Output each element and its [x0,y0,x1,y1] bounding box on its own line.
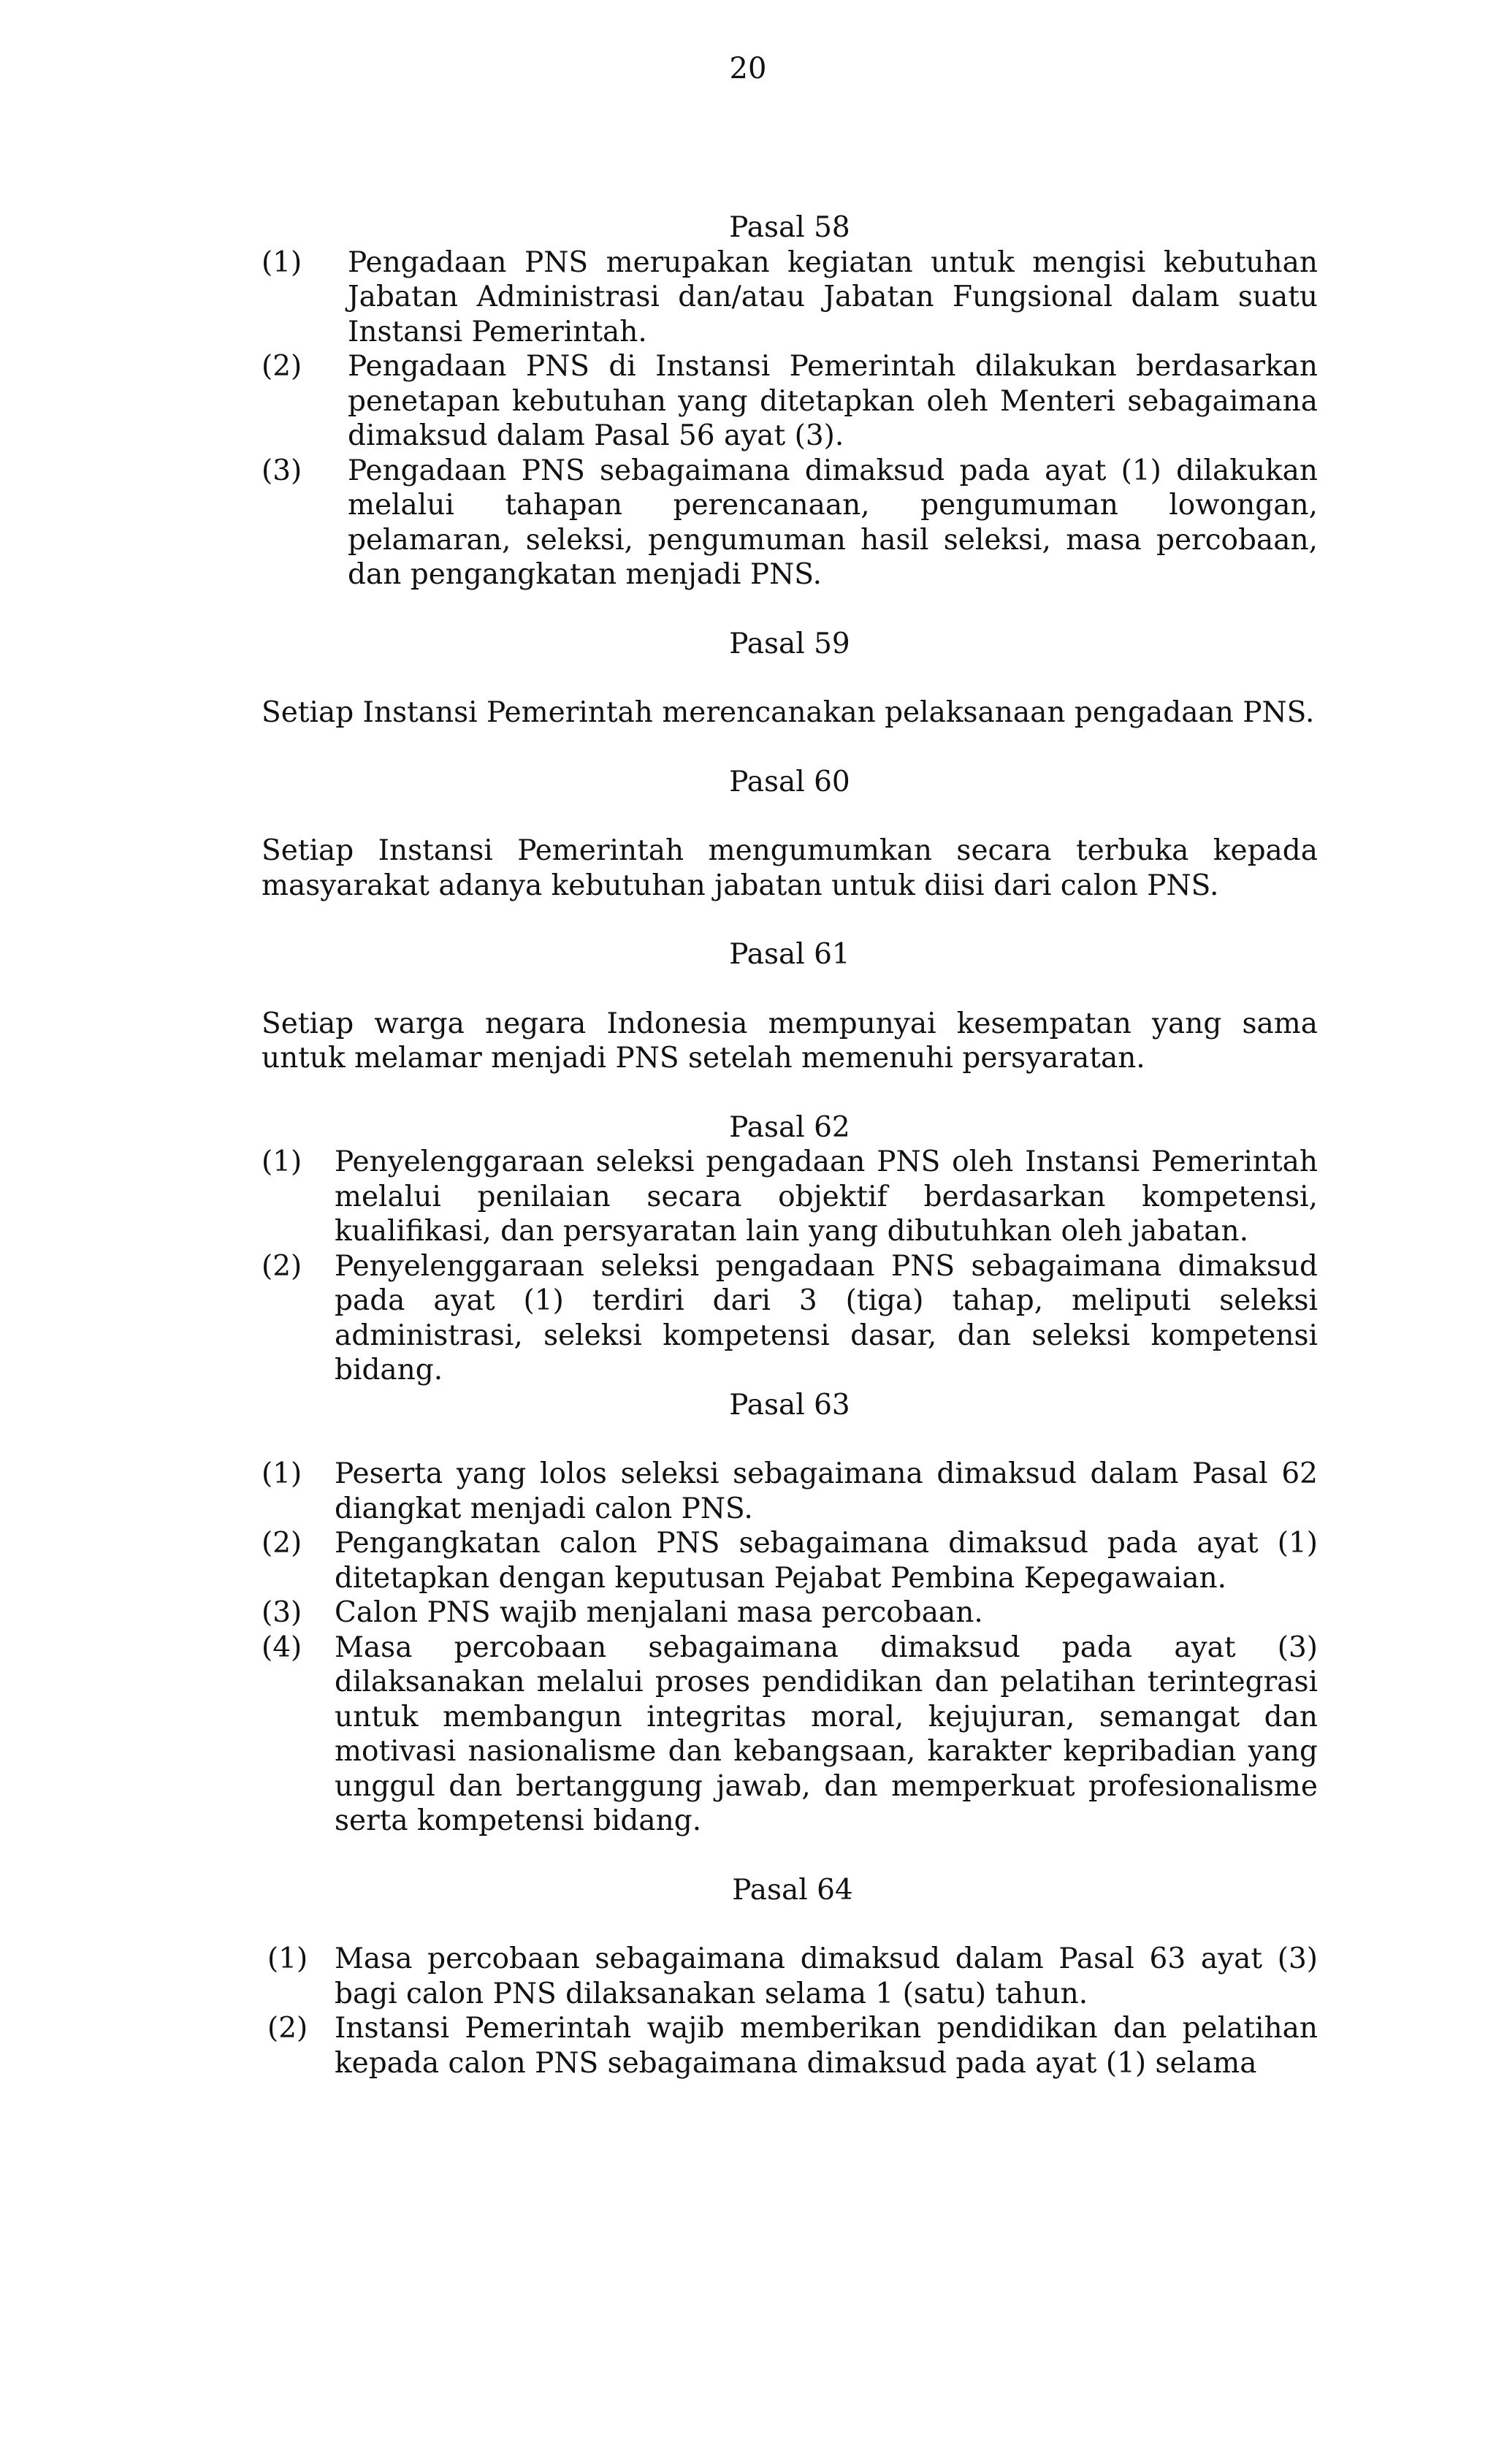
clause [262,1145,1318,1249]
clause-number: (1) [262,1145,302,1178]
clause [262,1630,1318,1839]
clause-text: Pengangkatan calon PNS sebagaimana dimaksud pada ayat (1) ditetapkan dengan keputusan Pejabat Pembina Kepegawaian. [335,1527,1318,1595]
clause-text: Masa percobaan sebagaimana dimaksud pada ayat (3) dilaksanakan melalui proses pendidikan dan pelatihan terintegrasi untuk membangun integritas moral, kejujuran, semangat dan motivasi nasionalisme dan kebangsaan, karakter kepribadian yang unggul dan bertanggung jawab, dan memperkuat profesionalisme serta kompetensi bidang. [335,1630,1318,1837]
pasal-61 [262,937,1318,1076]
pasal-63 [262,1388,1318,1839]
pasal-64 [262,1873,1318,2081]
pasal-heading: Pasal 62 [729,1110,850,1144]
clause [267,1942,1318,2011]
clause-text: Instansi Pemerintah wajib memberikan pendidikan dan pelatihan kepada calon PNS sebagaimana dimaksud pada ayat (1) selama [335,2012,1318,2080]
clause-text: Peserta yang lolos seleksi sebagaimana dimaksud dalam Pasal 62 diangkat menjadi calon PNS. [335,1457,1318,1525]
pasal-59 [262,627,1318,731]
clause-number: (3) [262,454,302,487]
clause-text: Masa percobaan sebagaimana dimaksud dalam Pasal 63 ayat (3) bagi calon PNS dilaksanakan selama 1 (satu) tahun. [335,1942,1318,2010]
clause [267,2011,1318,2080]
pasal-heading: Pasal 61 [729,938,850,971]
clause-text: Pengadaan PNS sebagaimana dimaksud pada ayat (1) dilakukan melalui tahapan perencanaan, pengumuman lowongan, pelamaran, seleksi, pengumuman hasil seleksi, masa percobaan, dan pengangkatan menjadi PNS. [348,454,1318,591]
document-body [262,210,1318,2080]
clause-number: (2) [267,2012,308,2045]
clause-number: (2) [262,1249,302,1283]
clause-text: Penyelenggaraan seleksi pengadaan PNS sebagaimana dimaksud pada ayat (1) terdiri dari 3 (tiga) tahap, meliputi seleksi administrasi, seleksi kompetensi dasar, dan seleksi kompetensi bidang. [335,1249,1318,1387]
clause-number: (1) [267,1942,308,1975]
clause [262,454,1318,592]
pasal-text: Setiap Instansi Pemerintah mengumumkan secara terbuka kepada masyarakat adanya kebutuhan jabatan untuk diisi dari calon PNS. [262,834,1318,902]
clause [262,349,1318,454]
pasal-heading: Pasal 58 [729,211,850,244]
pasal-heading: Pasal 64 [732,1873,853,1907]
pasal-heading: Pasal 59 [729,627,850,660]
page-number: 20 [729,52,767,85]
pasal-62 [262,1110,1318,1388]
clause-text: Penyelenggaraan seleksi pengadaan PNS oleh Instansi Pemerintah melalui penilaian secara objektif berdasarkan kompetensi, kualifikasi, dan persyaratan lain yang dibutuhkan oleh jabatan. [335,1145,1318,1248]
clause [262,245,1318,350]
pasal-58 [262,210,1318,592]
clause-text: Pengadaan PNS di Instansi Pemerintah dilakukan berdasarkan penetapan kebutuhan yang ditetapkan oleh Menteri sebagaimana dimaksud dalam Pasal 56 ayat (3). [348,350,1318,452]
pasal-text: Setiap Instansi Pemerintah merencanakan pelaksanaan pengadaan PNS. [262,696,1315,729]
pasal-heading: Pasal 63 [729,1388,850,1422]
clause-text: Calon PNS wajib menjalani masa percobaan. [335,1596,983,1629]
clause-number: (3) [262,1596,302,1629]
clause-text: Pengadaan PNS merupakan kegiatan untuk mengisi kebutuhan Jabatan Administrasi dan/atau Jabatan Fungsional dalam suatu Instansi Pemerintah. [348,245,1318,348]
clause [262,1457,1318,1526]
clause-number: (2) [262,1527,302,1560]
clause-number: (1) [262,245,302,279]
clause-number: (2) [262,350,302,383]
clause-number: (1) [262,1457,302,1490]
clause [262,1595,1318,1630]
clause-number: (4) [262,1630,302,1664]
pasal-text: Setiap warga negara Indonesia mempunyai kesempatan yang sama untuk melamar menjadi PNS setelah memenuhi persyaratan. [262,1007,1318,1075]
pasal-heading: Pasal 60 [729,765,850,798]
pasal-60 [262,765,1318,904]
clause [262,1249,1318,1388]
clause [262,1526,1318,1595]
